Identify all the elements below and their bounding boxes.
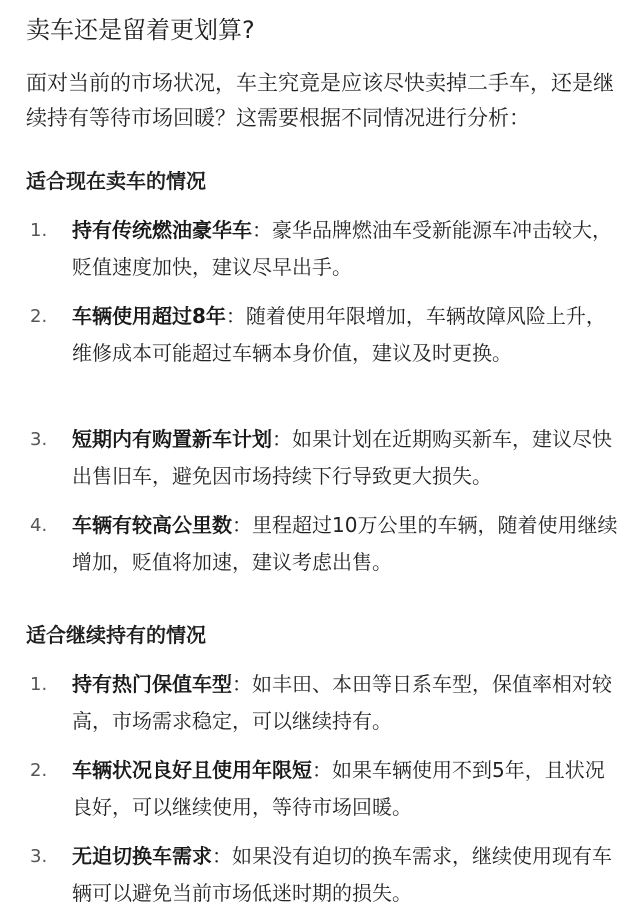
- list-item: [26, 421, 620, 495]
- list-item: [26, 838, 620, 912]
- list-number: 3.: [30, 429, 48, 450]
- list-item-body: [72, 298, 620, 372]
- list-item-bold: 持有热门保值车型: [72, 672, 232, 696]
- list-number: 2.: [30, 306, 48, 327]
- list-item-text: ：如丰田、本田等日系车型，保值率相对较高，市场需求稳定，可以继续持有。: [72, 672, 612, 733]
- list-item: [26, 212, 620, 286]
- article-title: 卖车还是留着更划算?: [26, 16, 255, 44]
- list-item-bold: 短期内有购置新车计划: [72, 427, 272, 451]
- list-item-text: ：豪华品牌燃油车受新能源车冲击较大，贬值速度加快，建议尽早出手。: [72, 218, 612, 279]
- list-item-bold: 无迫切换车需求: [72, 844, 212, 868]
- list-number: 3.: [30, 846, 48, 867]
- list-item-text: ：如果没有迫切的换车需求，继续使用现有车辆可以避免当前市场低迷时期的损失。: [72, 844, 612, 905]
- intro-paragraph: 面对当前的市场状况，车主究竟是应该尽快卖掉二手车，还是继续持有等待市场回暖？这需要根据不同情况进行分析：: [26, 71, 614, 130]
- list-item-text: ：里程超过10万公里的车辆，随着使用继续增加，贬值将加速，建议考虑出售。: [72, 513, 618, 574]
- list-number: 2.: [30, 760, 48, 781]
- list-number: 1.: [30, 674, 48, 695]
- list-item-bold: 车辆有较高公里数: [72, 513, 232, 537]
- list-item-text: ：如果计划在近期购买新车，建议尽快出售旧车，避免因市场持续下行导致更大损失。: [72, 427, 612, 488]
- list-item-body: [72, 752, 620, 826]
- list-item: [26, 752, 620, 826]
- list-number: 4.: [30, 515, 48, 536]
- list-item-bold: 持有传统燃油豪华车: [72, 218, 252, 242]
- list-item-bold: 车辆状况良好且使用年限短: [72, 758, 312, 782]
- list-item: [26, 666, 620, 740]
- list-item-body: [72, 212, 620, 286]
- list-item-bold: 车辆使用超过8年: [72, 304, 226, 328]
- list-item: [26, 507, 620, 581]
- list-number: 1.: [30, 220, 48, 241]
- list-item-text: ：如果车辆使用不到5年，且状况良好，可以继续使用，等待市场回暖。: [72, 758, 605, 819]
- list-item-body: [72, 421, 620, 495]
- list-item-body: [72, 507, 620, 581]
- list-item-body: [72, 666, 620, 740]
- section-heading-keep: 适合继续持有的情况: [26, 623, 206, 647]
- list-item: [26, 298, 620, 372]
- section-heading-sell-now: 适合现在卖车的情况: [26, 169, 206, 193]
- list-item-body: [72, 838, 620, 912]
- list-item-text: ：随着使用年限增加，车辆故障风险上升，维修成本可能超过车辆本身价值，建议及时更换。: [72, 304, 606, 365]
